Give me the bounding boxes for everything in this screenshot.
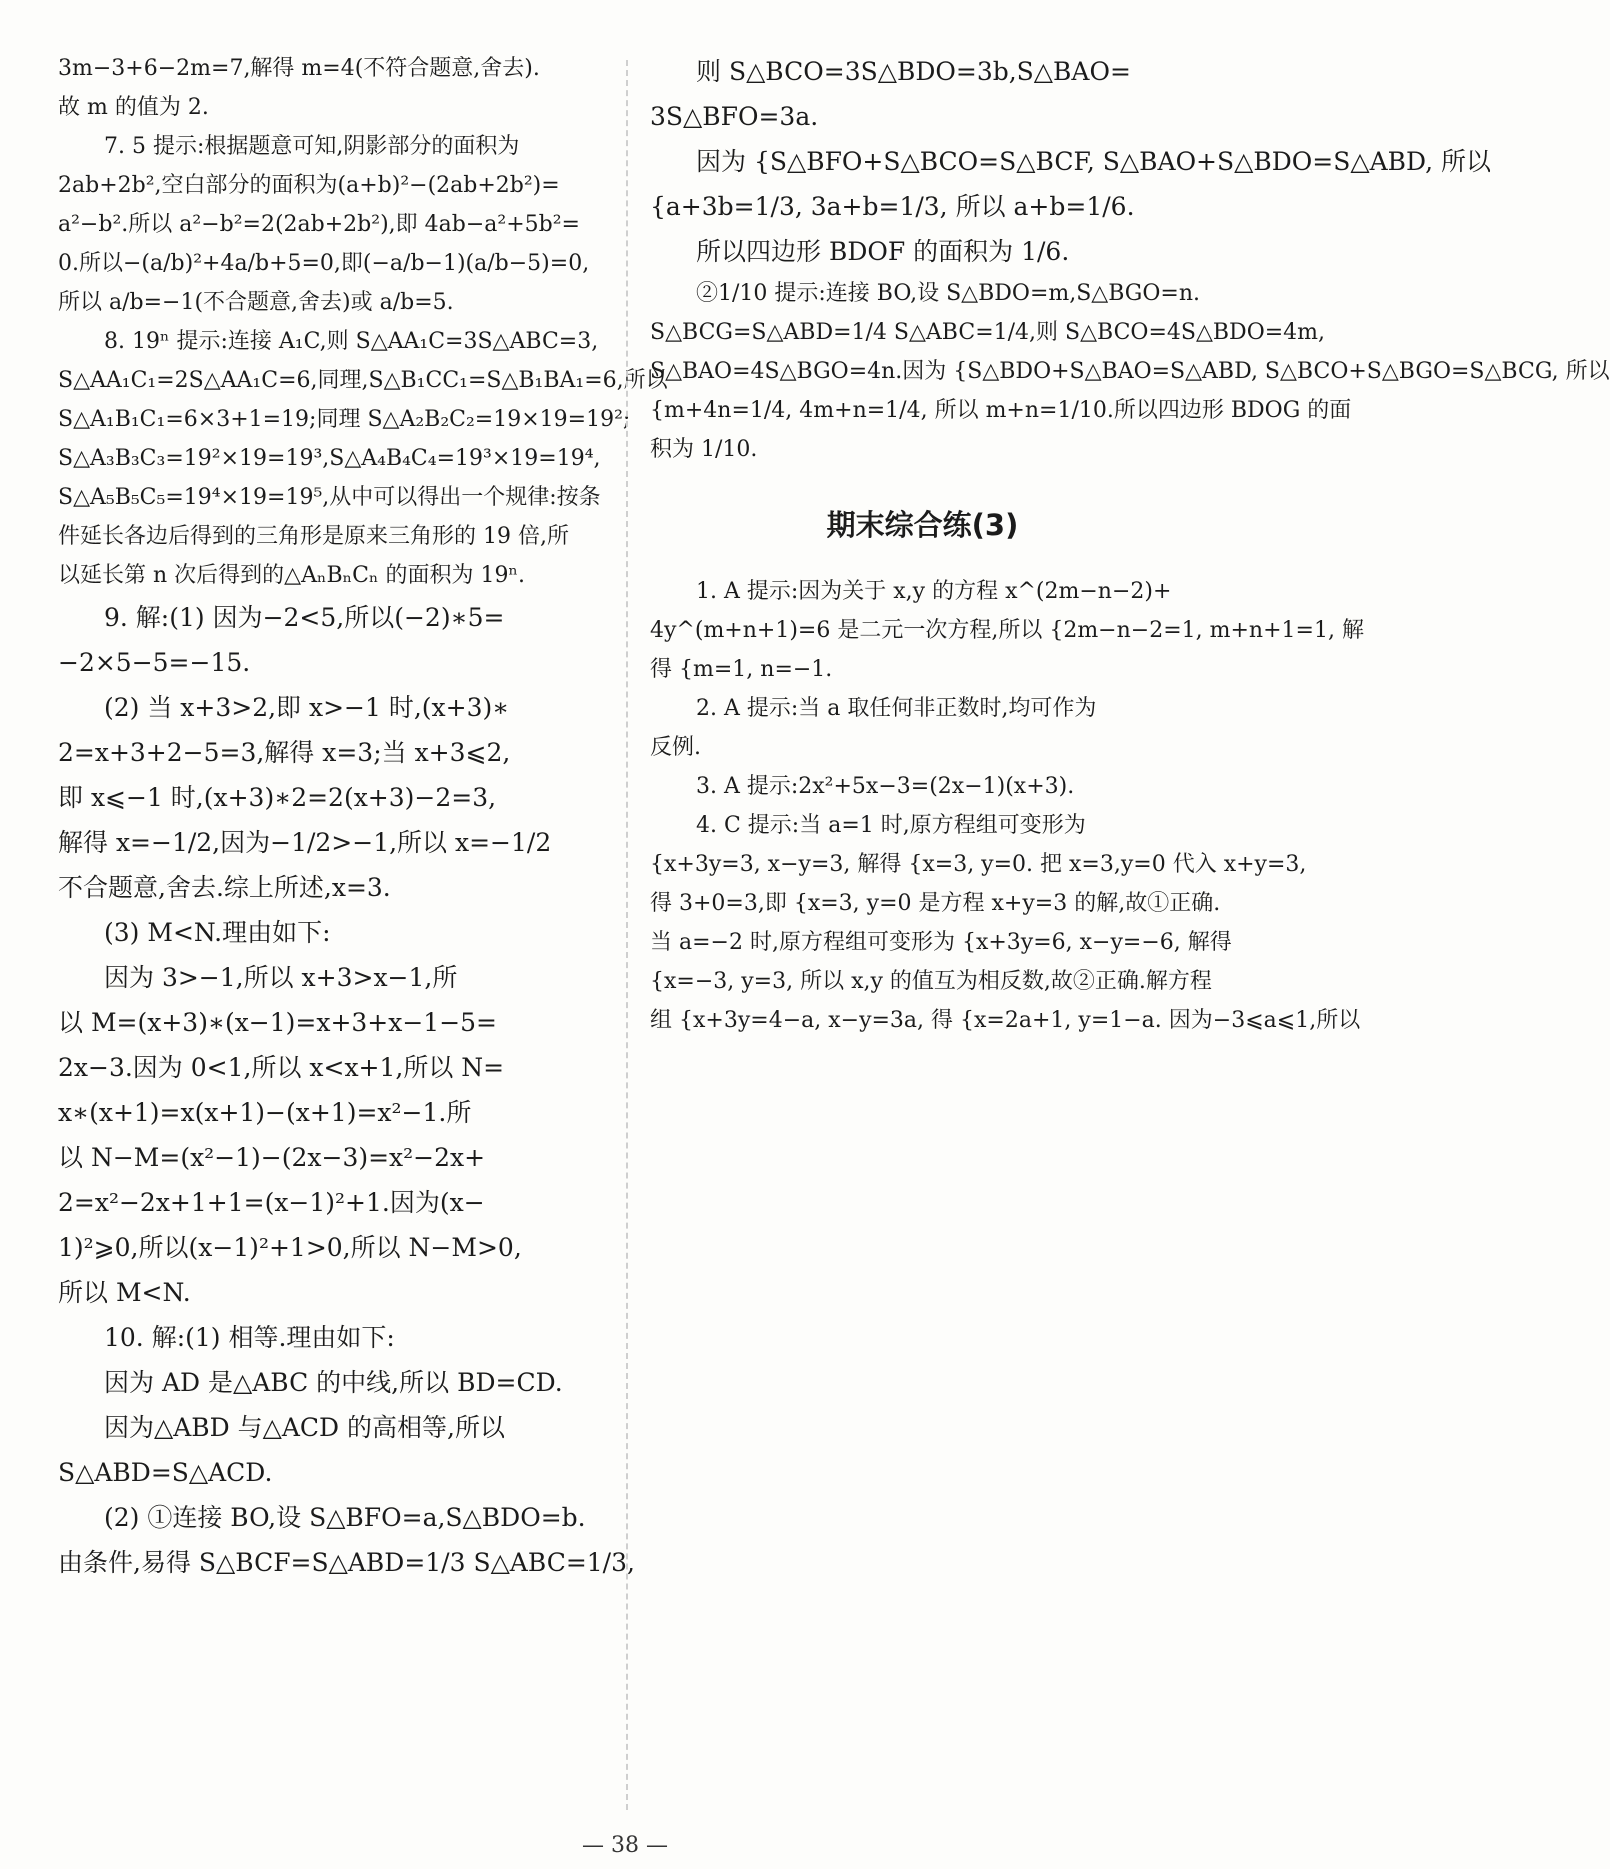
text-line: 因为△ABD 与△ACD 的高相等,所以 xyxy=(104,1413,505,1442)
text-line: 2=x²−2x+1+1=(x−1)²+1.因为(x− xyxy=(58,1188,485,1217)
text-line: {x=−3, y=3, 所以 x,y 的值互为相反数,故②正确.解方程 xyxy=(650,969,1212,994)
text-line: S△AA₁C₁=2S△AA₁C=6,同理,S△B₁CC₁=S△B₁BA₁=6,所以 xyxy=(58,368,668,393)
text-line: 由条件,易得 S△BCF=S△ABD=1/3 S△ABC=1/3, xyxy=(58,1548,635,1577)
text-line: 故 m 的值为 2. xyxy=(58,95,209,120)
text-line: (3) M<N.理由如下: xyxy=(104,918,331,947)
text-line: {x+3y=3, x−y=3, 解得 {x=3, y=0. 把 x=3,y=0 代入 x+y=3, xyxy=(650,852,1307,877)
text-line: 2ab+2b²,空白部分的面积为(a+b)²−(2ab+2b²)= xyxy=(58,173,560,198)
text-line: 2x−3.因为 0<1,所以 x<x+1,所以 N= xyxy=(58,1053,505,1082)
text-line: 4. C 提示:当 a=1 时,原方程组可变形为 xyxy=(696,813,1086,838)
text-line: 1)²⩾0,所以(x−1)²+1>0,所以 N−M>0, xyxy=(58,1233,522,1262)
text-line: x∗(x+1)=x(x+1)−(x+1)=x²−1.所 xyxy=(58,1098,472,1127)
text-line: 因为 3>−1,所以 x+3>x−1,所 xyxy=(104,963,458,992)
text-line: 得 {m=1, n=−1. xyxy=(650,657,833,682)
text-line: 解得 x=−1/2,因为−1/2>−1,所以 x=−1/2 xyxy=(58,828,552,857)
text-line: (2) ①连接 BO,设 S△BFO=a,S△BDO=b. xyxy=(104,1503,586,1532)
text-line: 件延长各边后得到的三角形是原来三角形的 19 倍,所 xyxy=(58,524,569,549)
column-divider xyxy=(626,60,628,1810)
text-line: −2×5−5=−15. xyxy=(58,648,251,677)
text-line: 3S△BFO=3a. xyxy=(650,102,819,131)
text-line: S△ABD=S△ACD. xyxy=(58,1458,273,1487)
text-line: 组 {x+3y=4−a, x−y=3a, 得 {x=2a+1, y=1−a. 因为−3⩽a⩽1,所以 xyxy=(650,1008,1361,1033)
text-line: 0.所以−(a/b)²+4a/b+5=0,即(−a/b−1)(a/b−5)=0, xyxy=(58,251,590,276)
text-line: 以延长第 n 次后得到的△AₙBₙCₙ 的面积为 19ⁿ. xyxy=(58,563,526,588)
text-line: 即 x⩽−1 时,(x+3)∗2=2(x+3)−2=3, xyxy=(58,783,497,812)
text-line: 所以 a/b=−1(不合题意,舍去)或 a/b=5. xyxy=(58,290,454,315)
text-line: 3. A 提示:2x²+5x−3=(2x−1)(x+3). xyxy=(696,774,1075,799)
text-line: S△A₅B₅C₅=19⁴×19=19⁵,从中可以得出一个规律:按条 xyxy=(58,485,601,510)
text-line: 10. 解:(1) 相等.理由如下: xyxy=(104,1323,395,1352)
text-line: 1. A 提示:因为关于 x,y 的方程 x^(2m−n−2)+ xyxy=(696,579,1172,604)
left-column xyxy=(58,55,668,1591)
page-number: — 38 — xyxy=(582,1833,668,1858)
text-line: 因为 AD 是△ABC 的中线,所以 BD=CD. xyxy=(104,1368,563,1397)
text-line: 2. A 提示:当 a 取任何非正数时,均可作为 xyxy=(696,696,1097,721)
text-line: {a+3b=1/3, 3a+b=1/3, 所以 a+b=1/6. xyxy=(650,192,1135,221)
text-line: S△A₁B₁C₁=6×3+1=19;同理 S△A₂B₂C₂=19×19=19²; xyxy=(58,407,631,432)
section-title: 期末综合练(3) xyxy=(826,508,1019,542)
text-line: 4y^(m+n+1)=6 是二元一次方程,所以 {2m−n−2=1, m+n+1=1, 解 xyxy=(650,618,1364,643)
text-line: 7. 5 提示:根据题意可知,阴影部分的面积为 xyxy=(104,134,520,159)
text-line: S△BCG=S△ABD=1/4 S△ABC=1/4,则 S△BCO=4S△BDO=4m, xyxy=(650,320,1326,345)
text-line: 则 S△BCO=3S△BDO=3b,S△BAO= xyxy=(696,57,1131,86)
text-line: 8. 19ⁿ 提示:连接 A₁C,则 S△AA₁C=3S△ABC=3, xyxy=(104,329,599,354)
right-column-bottom xyxy=(650,578,1364,1034)
text-line: S△BAO=4S△BGO=4n.因为 {S△BDO+S△BAO=S△ABD, S△BCO+S△BGO=S△BCG, 所以 xyxy=(650,359,1610,384)
text-line: S△A₃B₃C₃=19²×19=19³,S△A₄B₄C₄=19³×19=19⁴, xyxy=(58,446,601,471)
text-line: 以 N−M=(x²−1)−(2x−3)=x²−2x+ xyxy=(58,1143,486,1172)
right-column-top xyxy=(650,55,1610,463)
text-line: 因为 {S△BFO+S△BCO=S△BCF, S△BAO+S△BDO=S△ABD, 所以 xyxy=(696,147,1492,176)
text-line: a²−b².所以 a²−b²=2(2ab+2b²),即 4ab−a²+5b²= xyxy=(58,212,580,237)
text-line: 以 M=(x+3)∗(x−1)=x+3+x−1−5= xyxy=(58,1008,498,1037)
right-column xyxy=(650,55,1610,1046)
text-line: 当 a=−2 时,原方程组可变形为 {x+3y=6, x−y=−6, 解得 xyxy=(650,930,1232,955)
text-line: 所以 M<N. xyxy=(58,1278,191,1307)
text-line: 所以四边形 BDOF 的面积为 1/6. xyxy=(696,237,1070,266)
text-line: ②1/10 提示:连接 BO,设 S△BDO=m,S△BGO=n. xyxy=(696,281,1201,306)
text-line: 积为 1/10. xyxy=(650,437,758,462)
text-line: 9. 解:(1) 因为−2<5,所以(−2)∗5= xyxy=(104,603,505,632)
text-line: 反例. xyxy=(650,735,701,760)
text-line: (2) 当 x+3>2,即 x>−1 时,(x+3)∗ xyxy=(104,693,510,722)
text-line: 不合题意,舍去.综上所述,x=3. xyxy=(58,873,391,902)
text-line: 3m−3+6−2m=7,解得 m=4(不符合题意,舍去). xyxy=(58,56,540,81)
text-line: {m+4n=1/4, 4m+n=1/4, 所以 m+n=1/10.所以四边形 BDOG 的面 xyxy=(650,398,1352,423)
text-line: 2=x+3+2−5=3,解得 x=3;当 x+3⩽2, xyxy=(58,738,511,767)
text-line: 得 3+0=3,即 {x=3, y=0 是方程 x+y=3 的解,故①正确. xyxy=(650,891,1221,916)
